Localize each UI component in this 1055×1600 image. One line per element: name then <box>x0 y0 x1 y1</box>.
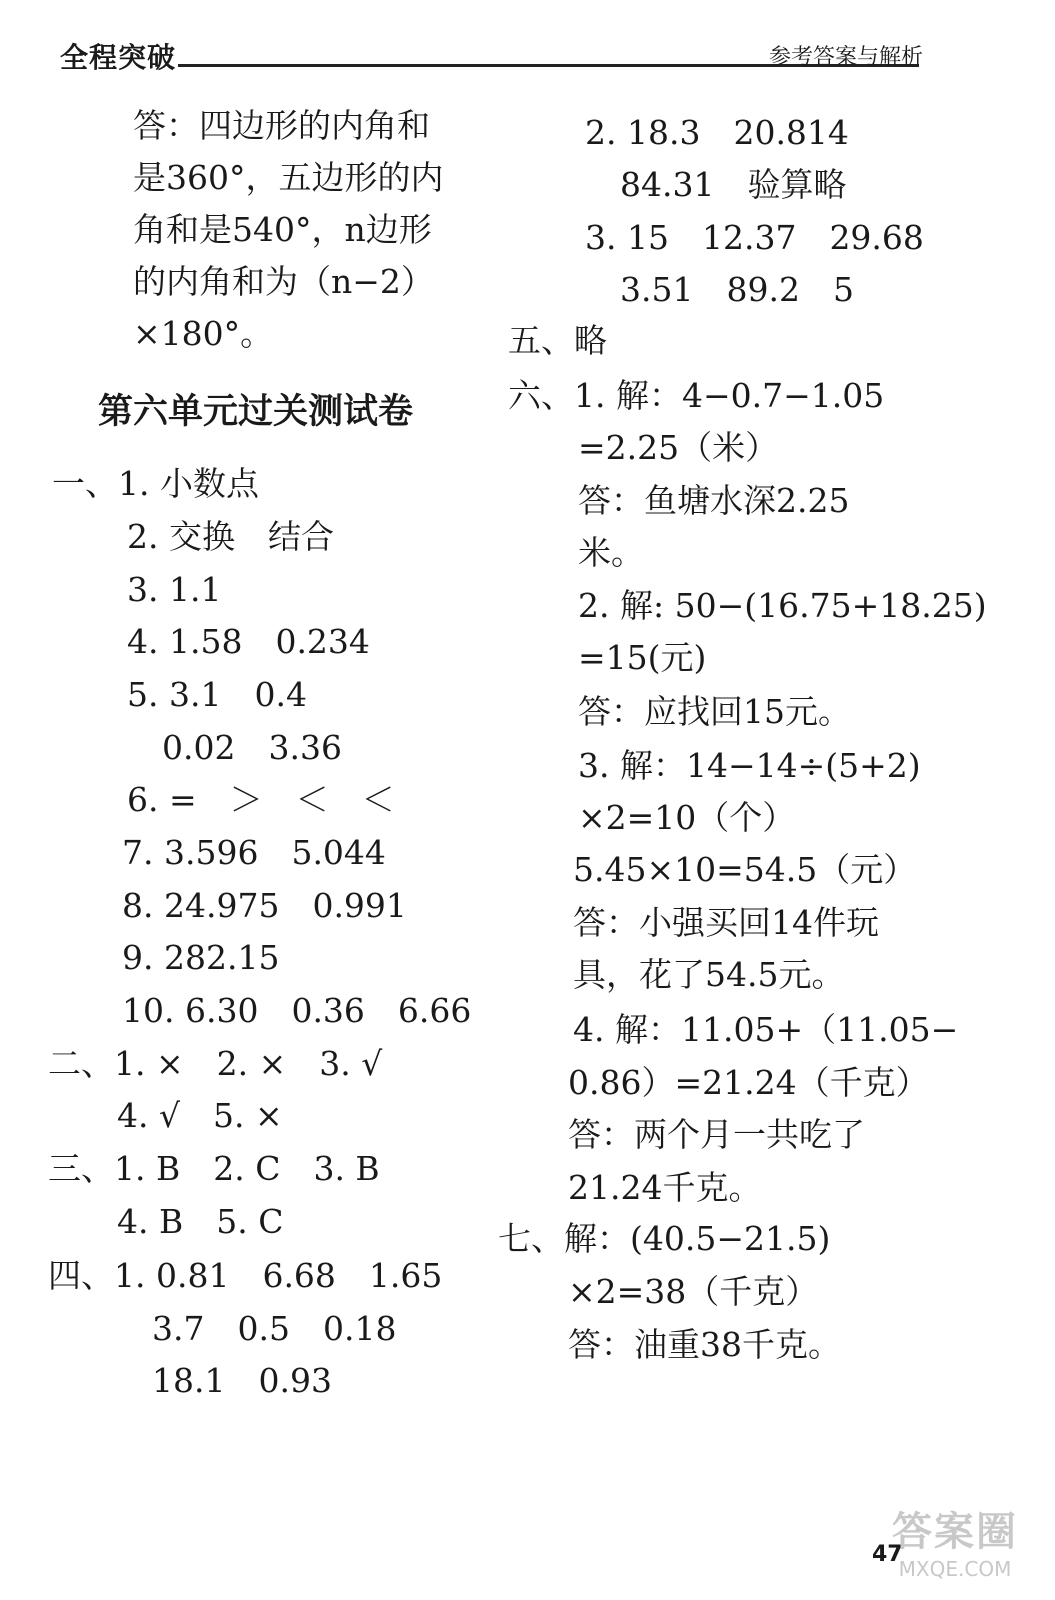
answer-line: 3.7 0.5 0.18 <box>152 1309 397 1348</box>
answer-line: 答：油重38千克。 <box>568 1325 841 1364</box>
answer-line: 8. 24.975 0.991 <box>122 886 407 925</box>
answer-line: 10. 6.30 0.36 6.66 <box>122 991 472 1030</box>
answer-line: 0.86）=21.24（千克） <box>568 1063 929 1102</box>
answer-line: 84.31 验算略 <box>620 165 847 204</box>
answer-line: =15(元) <box>578 638 707 677</box>
answer-line: 9. 282.15 <box>122 938 280 977</box>
header-section-title: 参考答案与解析 <box>768 45 923 70</box>
carryover-line: 是360°，五边形的内 <box>133 158 444 197</box>
answer-line: 二、1. × 2. × 3. √ <box>48 1044 383 1083</box>
answer-line: 0.02 3.36 <box>162 728 342 767</box>
answer-line: 米。 <box>578 533 644 572</box>
answer-line: 5.45×10=54.5（元） <box>573 850 917 889</box>
carryover-line: 答：四边形的内角和 <box>133 106 430 145</box>
answer-line: ×2=10（个） <box>578 798 796 837</box>
answer-line: 六、1. 解：4−0.7−1.05 <box>508 376 885 415</box>
answer-line: 五、略 <box>508 321 607 360</box>
answer-line: 21.24千克。 <box>568 1168 762 1207</box>
answer-line: 答：应找回15元。 <box>578 692 851 731</box>
carryover-line: ×180°。 <box>133 314 274 353</box>
answer-line: 2. 解: 50−(16.75+18.25) <box>578 586 987 625</box>
answer-line: =2.25（米） <box>578 428 779 467</box>
answer-line: 4. √ 5. × <box>117 1096 283 1135</box>
watermark <box>880 1500 1030 1584</box>
answer-line: 2. 18.3 20.814 <box>585 113 849 152</box>
answer-line: 2. 交换 结合 <box>127 517 334 556</box>
answer-line: 三、1. B 2. C 3. B <box>48 1149 380 1188</box>
answer-line: 答：两个月一共吃了 <box>568 1115 865 1154</box>
answer-line: 3. 1.1 <box>127 570 222 609</box>
answer-line: 5. 3.1 0.4 <box>127 675 307 714</box>
answer-line: 3.51 89.2 5 <box>620 270 854 309</box>
answer-line: ×2=38（千克） <box>568 1272 819 1311</box>
answer-line: 7. 3.596 5.044 <box>122 833 386 872</box>
watermark-url: MXQE.COM <box>898 1557 1012 1581</box>
answer-line: 一、1. 小数点 <box>52 464 259 503</box>
watermark-logo: 答案圈 <box>892 1509 1018 1555</box>
answer-line: 4. 解：11.05+（11.05− <box>573 1010 959 1049</box>
carryover-line: 的内角和为（n−2） <box>133 262 434 301</box>
answer-line: 答：小强买回14件玩 <box>573 903 879 942</box>
answer-line: 3. 15 12.37 29.68 <box>585 218 924 257</box>
answer-line: 18.1 0.93 <box>152 1361 332 1400</box>
answer-line: 四、1. 0.81 6.68 1.65 <box>48 1256 443 1295</box>
page-number: 47 <box>872 1542 903 1567</box>
answer-line: 4. B 5. C <box>117 1202 284 1241</box>
section-title: 第六单元过关测试卷 <box>98 392 414 432</box>
answer-line: 七、解：(40.5−21.5) <box>498 1219 831 1258</box>
answer-line: 具，花了54.5元。 <box>573 955 845 994</box>
answer-line: 3. 解：14−14÷(5+2) <box>578 746 921 785</box>
answer-line: 4. 1.58 0.234 <box>127 622 370 661</box>
header-brand: 全程突破 <box>60 41 177 74</box>
answer-line: 6. = ＞ ＜ ＜ <box>127 780 395 819</box>
answer-line: 答：鱼塘水深2.25 <box>578 481 850 520</box>
carryover-line: 角和是540°，n边形 <box>133 210 432 249</box>
